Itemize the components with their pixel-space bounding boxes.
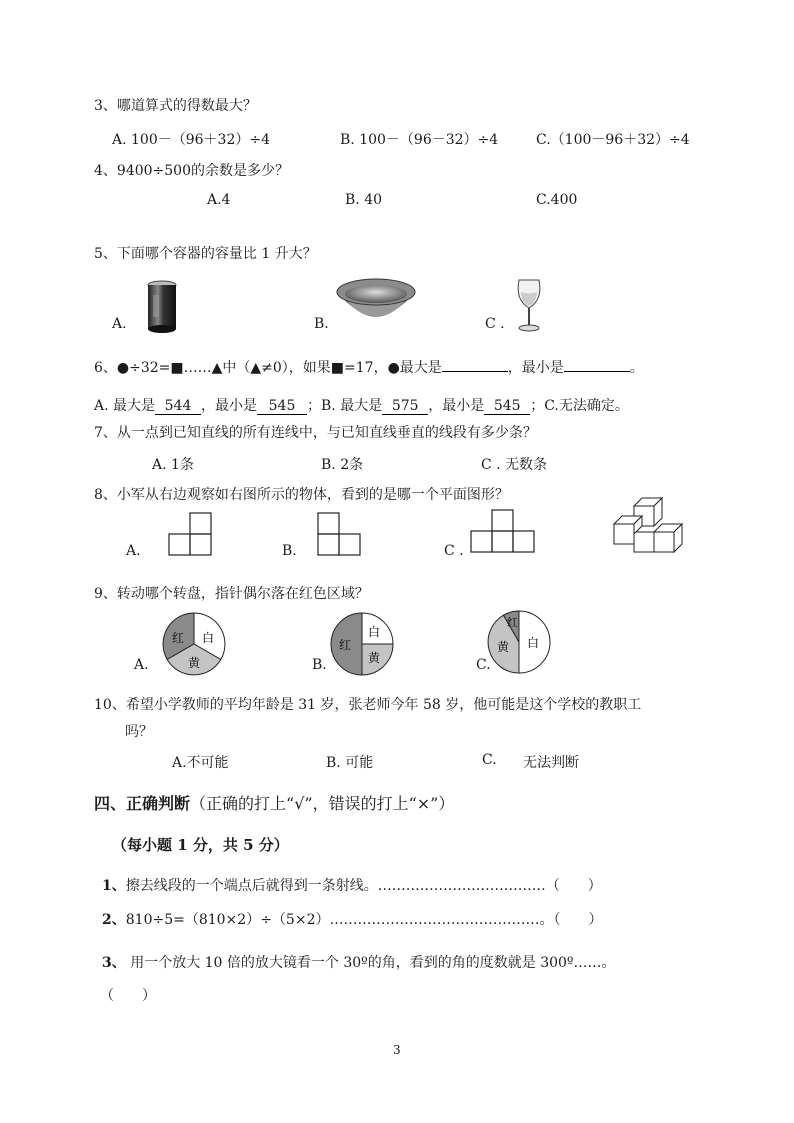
spinner-c-yellow-label: 黄 <box>497 640 510 654</box>
q4-option-a: A.4 <box>207 192 231 208</box>
wine-glass-icon <box>512 278 546 334</box>
q5-label-a: A. <box>112 316 127 332</box>
judge-3-bracket: （ ） <box>100 988 156 1004</box>
q7-option-b: B. 2条 <box>321 457 364 473</box>
q9-spinner-a <box>162 612 226 676</box>
q6-ans-b-label: ；B. 最大是 <box>307 398 383 414</box>
q9-spinner-c <box>487 610 551 674</box>
q7-option-a: A. 1条 <box>152 457 194 473</box>
q6-ans-b-mid: ，最小是 <box>428 398 485 414</box>
q3-option-c: C.（100－96＋32）÷4 <box>536 132 690 148</box>
q6-blank-max[interactable] <box>442 357 508 372</box>
judge-2-number: 2、 <box>102 912 126 928</box>
spinner-b-white-label: 白 <box>368 625 381 639</box>
judge-item-2 <box>102 909 602 929</box>
section4-title: 四、正确判断 <box>94 794 191 813</box>
section4-note: （每小题 1 分，共 5 分） <box>112 836 289 854</box>
judge-1-text: 擦去线段的一个端点后就得到一条射线。………………………………（ ） <box>125 878 602 894</box>
q5-label-c: C . <box>485 316 505 332</box>
q10-option-b: B. 可能 <box>326 755 374 771</box>
judge-item-3 <box>102 952 616 972</box>
q4-text: 4、9400÷500的余数是多少？ <box>94 163 289 179</box>
q6-part2: ，最小是 <box>507 360 564 376</box>
q9-label-a: A. <box>134 657 149 673</box>
judge-item-1 <box>102 875 602 895</box>
q6-ans-a-label: A. 最大是 <box>94 398 156 414</box>
q6-part3: 。 <box>629 360 644 376</box>
q8-shape-c <box>470 509 536 553</box>
judge-3-number: 3、 <box>102 955 126 971</box>
q7-option-c: C . 无数条 <box>481 457 548 473</box>
q8-shape-b <box>317 512 363 556</box>
q6-text <box>94 357 644 377</box>
q10-option-c-label: C. <box>482 752 497 768</box>
q8-shape-a <box>168 512 214 556</box>
q10-text: 10、希望小学教师的平均年龄是 31 岁，张老师今年 58 岁，他可能是这个学校的教职工 <box>94 697 642 713</box>
q8-label-b: B. <box>282 543 297 559</box>
q3-text: 3、哪道算式的得数最大？ <box>94 98 257 114</box>
soda-can-icon <box>145 280 179 334</box>
q9-label-c: C. <box>476 657 491 673</box>
q8-cube-stack-icon <box>612 496 684 558</box>
q10-text-line2: 吗？ <box>125 724 153 740</box>
q3-option-b: B. 100－（96－32）÷4 <box>340 132 499 148</box>
q8-label-c: C . <box>444 543 464 559</box>
spinner-a-white-label: 白 <box>202 631 215 645</box>
q4-option-c: C.400 <box>536 192 578 208</box>
q6-part1: 6、●÷32=■……▲中（▲≠0），如果■=17，●最大是 <box>94 360 442 376</box>
q6-ans-c: ；C.无法确定。 <box>530 398 629 414</box>
spinner-a-red-label: 红 <box>172 631 185 645</box>
spinner-a-yellow-label: 黄 <box>188 656 201 670</box>
spinner-c-red-label: 红 <box>507 616 518 629</box>
q6-ans-a-mid: ，最小是 <box>201 398 258 414</box>
q6-answers <box>94 395 629 415</box>
q4-option-b: B. 40 <box>345 192 383 208</box>
section4-heading <box>94 791 454 814</box>
judge-1-number: 1、 <box>102 878 126 894</box>
q3-option-a: A. 100－（96＋32）÷4 <box>112 132 270 148</box>
q9-spinner-b <box>330 612 394 676</box>
basin-icon <box>334 276 418 334</box>
spinner-b-yellow-label: 黄 <box>368 651 381 665</box>
q9-label-b: B. <box>312 657 327 673</box>
q9-text: 9、转动哪个转盘，指针偶尔落在红色区域？ <box>94 586 369 602</box>
q10-option-a: A.不可能 <box>172 755 229 771</box>
q6-ans-b-max: 575 <box>382 398 428 415</box>
q6-ans-a-max: 544 <box>155 398 201 415</box>
q8-text: 8、小军从右边观察如右图所示的物体，看到的是哪一个平面图形？ <box>94 487 509 503</box>
q8-label-a: A. <box>126 543 141 559</box>
q5-label-b: B. <box>314 316 329 332</box>
spinner-b-red-label: 红 <box>339 638 352 652</box>
q7-text: 7、从一点到已知直线的所有连线中，与已知直线垂直的线段有多少条？ <box>94 425 537 441</box>
section4-subtitle: （正确的打上“√”，错误的打上“×”） <box>190 794 455 813</box>
judge-2-text: 810÷5=（810×2）÷（5×2）………………………………………。（ ） <box>125 912 603 928</box>
q5-text: 5、下面哪个容器的容量比 1 升大？ <box>94 246 317 262</box>
q6-blank-min[interactable] <box>564 357 630 372</box>
spinner-c-white-label: 白 <box>527 636 540 650</box>
q6-ans-a-min: 545 <box>257 398 307 415</box>
q10-option-c: 无法判断 <box>523 755 579 771</box>
page-number: 3 <box>393 1043 401 1057</box>
judge-3-text: 用一个放大 10 倍的放大镜看一个 30º的角，看到的角的度数就是 300º……。 <box>125 955 616 971</box>
q6-ans-b-min: 545 <box>484 398 530 415</box>
